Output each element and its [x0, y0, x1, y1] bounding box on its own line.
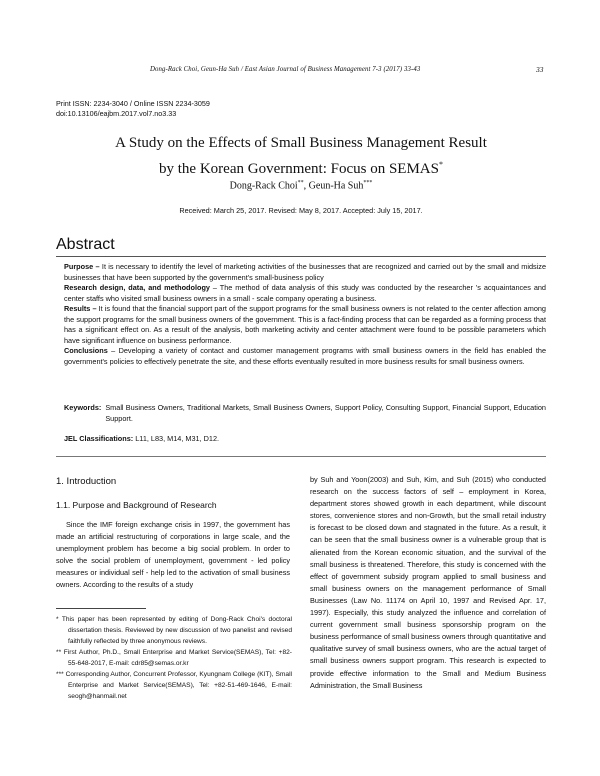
issn-line: Print ISSN: 2234-3040 / Online ISSN 2234-3059	[56, 99, 210, 108]
conclusions-label: Conclusions	[64, 346, 108, 355]
purpose-text: It is necessary to identify the level of marketing activities of the businesses that are recognized and carried out by the small and midsize businesses that have been supported by the government's small-business policy	[64, 262, 547, 282]
author-separator: ,	[303, 180, 309, 192]
title-line-2	[60, 154, 542, 180]
page-number: 33	[536, 65, 544, 74]
design-label: Research design, data, and methodology	[64, 283, 210, 292]
jel-classifications	[64, 434, 219, 443]
abstract-results	[64, 304, 546, 346]
footnote-2: ** First Author, Ph.D., Small Enterprise and Market Service(SEMAS), Tel: +82-55-648-2017, E-mail: cdr85@semas.or.kr	[56, 649, 292, 667]
abstract-conclusions	[64, 346, 546, 367]
results-text: It is found that the financial support part of the support programs for the small business owners is not related to the center affection among the support programs for the small business owners of the government. This is a fact-finding process that can be regarded as a forming process that has a significant effect on. As a result of the analysis, both marketing activity and center attachment were found to be possible parameters which have significant influence on business performance.	[64, 304, 546, 345]
results-label: Results –	[64, 304, 97, 313]
footnote-3: *** Corresponding Author, Concurrent Professor, Kyungnam College (KIT), Small Enterprise and Market Service(SEMAS), Tel: +82-51-469-1646, E-mail: seogh@hanmail.net	[56, 671, 292, 700]
body-paragraph-left: Since the IMF foreign exchange crisis in 1997, the government has made an artificial restructuring of corporations in large scale, and the unemployment problem has become a big social problem. In order to solve the social problem of unemployment, government - led policy measures or individual self - help led to the activation of small business owners. According to the results of a study	[56, 520, 290, 590]
keywords	[64, 403, 546, 424]
author-2-marker: ***	[363, 180, 373, 186]
jel-label: JEL Classifications:	[64, 434, 134, 443]
keywords-label: Keywords:	[64, 403, 102, 412]
running-head: Dong-Rack Choi, Geun-Ha Suh / East Asian Journal of Business Management 7-3 (2017) 33-43	[150, 66, 421, 73]
footnote-divider	[56, 608, 146, 609]
abstract-divider	[56, 256, 546, 257]
abstract-purpose	[64, 262, 546, 283]
body-paragraph-right: by Suh and Yoon(2003) and Suh, Kim, and Suh (2015) who conducted research on the success factors of self – employment in Korea, department stores showed growth in each department, while discount stores, convenience stores and non-Growth, but the small retail industry is forecast to be closed down and stagnated in the future. As a result, it can be seen that the small business owner is a vulnerable group that is alienated from the Korean economic situation, and the survival of the small business is threatened. Therefore, this study is concerned with the effect of government subsidy program applied to small business and small business owners on the management performance of Small Businesses (Law No. 11174 on April 10, 1997 and Revised Apr. 17, 1997). Especially, this study analyzed the influence and correlation of current government small business sponsorship program on the business performance of small business owners through quantitative and qualitative survey of small business owners, who are the actual target of small business owners support program. This research is expected to provide effective information to the Small and Medium Business Administration, the Small Business	[310, 475, 546, 690]
section-title: 1. Introduction	[56, 476, 117, 487]
design-text: – The method of data analysis of this study was conducted by the researcher 's acquaintances and center staffs who visited small business owners in a small - scale company operating a business.	[64, 283, 546, 303]
footnote-1: * This paper has been represented by editing of Dong-Rack Choi's doctoral dissertation thesis. Reviewed by new discussion of two panelist and revised faithfully reflected by three anonymous reviews.	[56, 616, 292, 645]
keywords-text: Small Business Owners, Traditional Markets, Small Business Owners, Support Policy, Consulting Support, Financial Support, Education Support.	[105, 403, 546, 423]
issn-block	[56, 99, 210, 118]
author-2: Geun-Ha Suh	[308, 180, 364, 192]
author-1-marker: **	[297, 180, 304, 186]
section-divider	[56, 456, 546, 457]
abstract-design	[64, 283, 546, 304]
author-1: Dong-Rack Choi	[229, 180, 298, 192]
title-footnote-marker: *	[438, 160, 443, 169]
title-line-1: A Study on the Effects of Small Business Management Result	[115, 135, 487, 151]
received-dates: Received: March 25, 2017. Revised: May 8, 2017. Accepted: July 15, 2017.	[179, 206, 423, 215]
abstract-body	[64, 262, 546, 367]
jel-text: L11, L83, M14, M31, D12.	[135, 434, 220, 443]
footnotes	[56, 614, 292, 702]
title-line-2-text: by the Korean Government: Focus on SEMAS	[159, 161, 439, 177]
doi-line: doi:10.13106/eajbm.2017.vol7.no3.33	[56, 108, 177, 118]
author-line	[60, 180, 542, 191]
conclusions-text: – Developing a variety of contact and customer management programs with small business owners in the field has enabled the government's policies to effectively penetrate the site, and these efforts eventually resulted in more business results for small business owners.	[64, 346, 546, 366]
abstract-heading: Abstract	[56, 236, 115, 253]
subsection-title: 1.1. Purpose and Background of Research	[56, 500, 217, 510]
purpose-label: Purpose –	[64, 262, 100, 271]
paper-title	[60, 133, 542, 180]
